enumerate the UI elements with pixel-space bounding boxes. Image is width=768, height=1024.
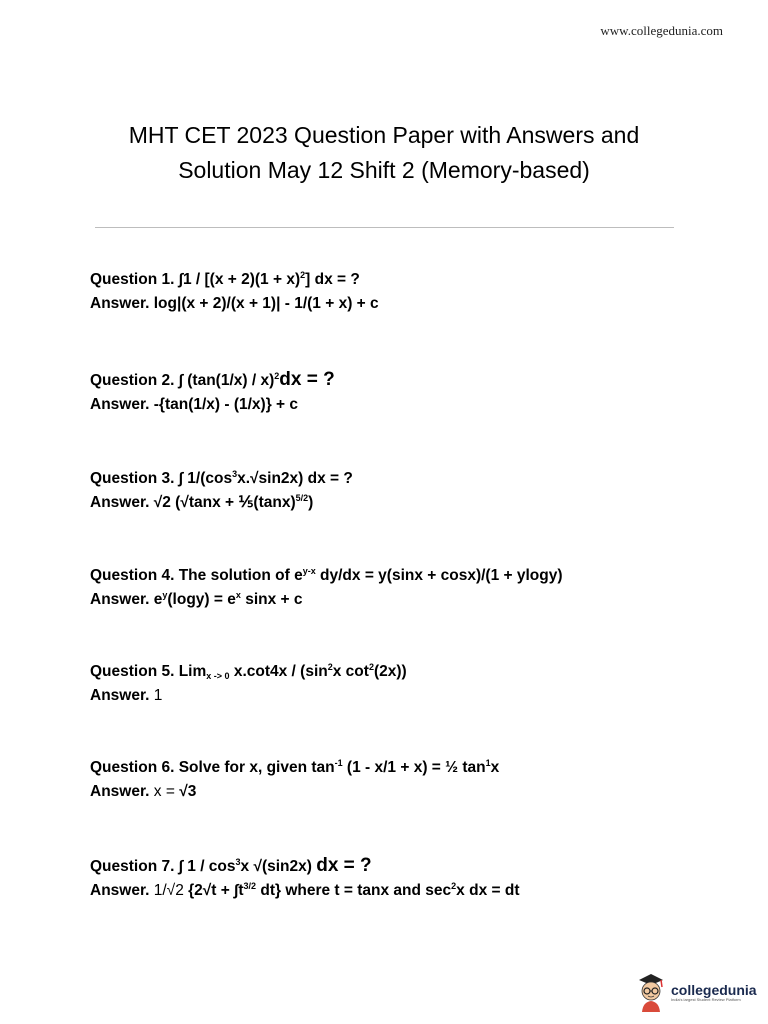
question-text: (1 - x/1 + x) = ½ tan [342,759,486,776]
answer-6 [90,780,499,804]
answer-value: 1 [149,687,163,704]
site-url[interactable]: www.collegedunia.com [600,23,723,38]
question-text: Question 3. ∫ 1/(cos [90,470,233,487]
answer-7 [90,879,519,903]
question-text: Question 7. ∫ 1 / cos [90,858,236,875]
superscript: 2 [274,371,280,381]
question-text: Question 1. ∫1 / [(x + 2)(1 + x) [90,271,301,288]
question-5 [90,660,407,684]
question-4 [90,564,563,588]
superscript: 3 [235,857,241,867]
superscript: 2 [368,662,374,672]
logo-brand: collegedunia [671,981,757,998]
answer-text: sinx + c [240,591,303,608]
answer-value: √3 [179,783,197,800]
question-block-3 [90,467,353,515]
answer-4 [90,588,563,612]
question-block-2 [90,368,335,417]
question-2 [90,368,335,393]
question-text: Question 5. Lim [90,663,207,680]
question-text: x.cot4x / (sin [229,663,328,680]
superscript: y-x [302,566,316,576]
superscript: y [162,590,168,600]
answer-2: Answer. -{tan(1/x) - (1/x)} + c [90,396,299,413]
superscript: 1 [485,758,491,768]
question-text: ] dx = ? [305,271,360,288]
divider [95,227,674,228]
question-block-4 [90,564,563,612]
question-text: x.√sin2x) dx = ? [237,470,353,487]
answer-label: Answer. [90,783,150,800]
superscript: 3 [232,469,238,479]
title-line-1: MHT CET 2023 Question Paper with Answers and [128,122,640,148]
mascot-icon [635,972,667,1012]
question-text: Question 4. The solution of e [90,567,303,584]
question-block-7 [90,854,519,903]
question-text: x cot [332,663,369,680]
answer-5 [90,684,407,708]
answer-1: Answer. log|(x + 2)/(x + 1)| - 1/(1 + x) + c [90,295,379,312]
superscript: -1 [334,758,343,768]
question-text: dy/dx = y(sinx + cosx)/(1 + ylogy) [315,567,563,584]
question-text: x [490,759,500,776]
superscript: 2 [300,270,306,280]
answer-text: x dx = dt [456,882,520,899]
title-line-2: Solution May 12 Shift 2 (Memory-based) [178,157,590,183]
question-text: x √(sin2x) [240,858,317,875]
question-text: Question 6. Solve for x, given tan [90,759,335,776]
question-block-5 [90,660,407,708]
superscript: x [235,590,241,600]
answer-3 [90,491,353,515]
question-text: dx = ? [316,855,372,876]
question-block-6 [90,756,499,804]
question-text: dx = ? [279,369,335,390]
superscript: 3/2 [243,881,257,891]
superscript: 2 [327,662,333,672]
answer-text: {2√t + ∫t [183,882,244,899]
question-7 [90,854,519,879]
question-1 [90,268,379,292]
answer-text: Answer. e [90,591,163,608]
answer-label: Answer. [90,687,150,704]
page-title [0,118,768,188]
question-text: Question 2. ∫ (tan(1/x) / x) [90,372,275,389]
question-6 [90,756,499,780]
superscript: 2 [451,881,457,891]
answer-text: (logy) = e [167,591,236,608]
answer-value: x = [149,783,180,800]
answer-value: 1/√2 [149,882,184,899]
answer-text: dt} where t = tanx and sec [256,882,452,899]
answer-label: Answer. [90,882,150,899]
question-3 [90,467,353,491]
question-block-1 [90,268,379,316]
answer-text: Answer. √2 (√tanx + ⅕(tanx) [90,494,296,511]
answer-text: ) [308,494,314,511]
collegedunia-logo [635,972,757,1012]
superscript: 5/2 [295,493,309,503]
question-text: (2x)) [373,663,407,680]
logo-tagline: India's largest Student Review Platform [671,996,741,1002]
subscript: x -> 0 [206,671,230,681]
